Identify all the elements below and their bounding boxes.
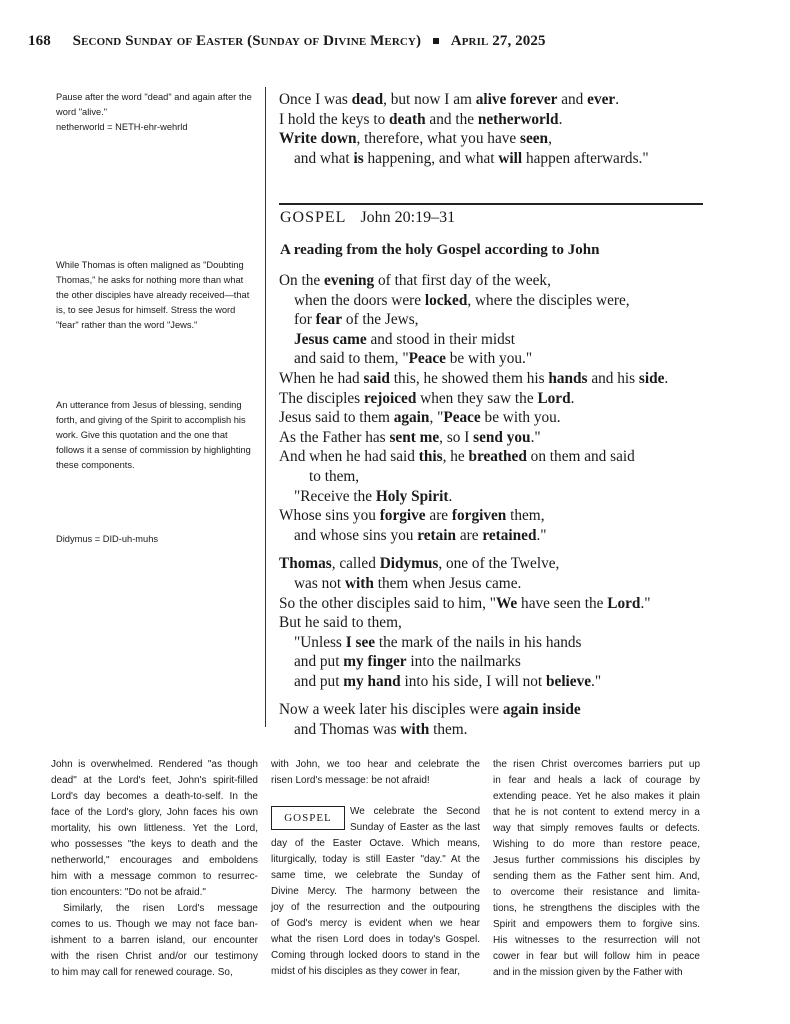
gospel-line: and put my hand into his side, I will not believe." <box>294 672 602 690</box>
section-rule <box>279 203 703 205</box>
commentary-line: day of the Easter Octave. Which means, <box>271 838 480 849</box>
commentary-line: extending peace. Yet he also makes it plain <box>493 791 700 802</box>
page-date: April 27, 2025 <box>450 33 546 49</box>
gospel-text <box>279 271 709 740</box>
gospel-intro: A reading from the holy Gospel according to John <box>280 242 600 258</box>
commentary-line: Spirit and empowers them to forgive sins. <box>493 919 700 930</box>
commentary-line: John is overwhelmed. Rendered "as though <box>51 759 258 770</box>
margin-note-thomas: While Thomas is often maligned as "Doubting Thomas," he asks for nothing more than what the other disciples have already received—that is, to see Jesus for himself. Stress the word "fear" rather than the word "Jews." <box>56 260 250 330</box>
page-title: Second Sunday of Easter (Sunday of Divine Mercy) <box>72 33 422 49</box>
commentary-box-lines <box>350 804 480 836</box>
commentary-line: in fear and heals a lack of courage by <box>493 775 700 786</box>
commentary-line: with the risen Christ and/or our testimony <box>51 951 258 962</box>
commentary-line: comes to us. Though we may not face ban- <box>51 919 258 930</box>
gospel-line: Now a week later his disciples were again inside <box>279 701 581 719</box>
running-header <box>28 33 546 50</box>
margin-note-didymus: Didymus = DID-uh-muhs <box>56 534 159 544</box>
commentary-column-1 <box>51 757 258 981</box>
gospel-line: "Receive the Holy Spirit. <box>294 487 453 505</box>
gospel-box-label: GOSPEL <box>271 806 345 830</box>
commentary-line: the risen Christ overcomes barriers put up <box>493 759 700 770</box>
commentary-line: tion encounters: "Do not be afraid." <box>51 887 206 898</box>
gospel-line: to them, <box>309 467 360 485</box>
separator-square-icon <box>433 38 439 44</box>
gospel-line: Whose sins you forgive are forgiven them, <box>279 507 545 525</box>
commentary-column-3 <box>493 757 700 981</box>
commentary-column-2-top <box>271 757 480 789</box>
commentary-line: what the risen Lord does in today's Gospel. <box>271 934 480 945</box>
commentary-line: midst of his disciples as they cower in fear, <box>271 966 460 977</box>
commentary-line: His witnesses to the resurrection will not <box>493 935 700 946</box>
reading-line: I hold the keys to death and the netherworld. <box>279 110 563 128</box>
reading-line: Write down, therefore, what you have seen, <box>279 130 552 148</box>
commentary-line: netherworld," encourages and emboldens <box>51 855 258 866</box>
commentary-line: tions, he strengthens the disciples with the <box>493 903 700 914</box>
gospel-line: and said to them, "Peace be with you." <box>294 350 533 368</box>
commentary-line: way that simply removes faults or defects. <box>493 823 700 834</box>
commentary-line: joy of the resurrection and the outpouring <box>271 902 480 913</box>
gospel-line: When he had said this, he showed them his hands and his side. <box>279 369 669 387</box>
commentary-line: to overcome their resistance and limita- <box>493 887 700 898</box>
page-number: 168 <box>28 33 51 49</box>
gospel-line: when the doors were locked, where the disciples were, <box>294 291 630 309</box>
gospel-line: As the Father has sent me, so I send you." <box>279 428 541 446</box>
column-divider <box>265 87 266 727</box>
commentary-line: same time, we celebrate the Sunday of <box>271 870 480 881</box>
reading-line: and what is happening, and what will happen afterwards." <box>294 149 649 167</box>
gospel-line: Thomas, called Didymus, one of the Twelve, <box>279 555 560 573</box>
commentary-line: sending them as the Father sent him. And, <box>493 871 700 882</box>
commentary-line: Wishing to do more than restore peace, <box>493 839 700 850</box>
commentary-column-2 <box>271 836 480 980</box>
gospel-line: So the other disciples said to him, "We have seen the Lord." <box>279 594 651 612</box>
commentary-line: Sunday of Easter as the last <box>350 822 480 833</box>
commentary-line: of God's mercy is evident when we hear <box>271 918 480 929</box>
gospel-citation: John 20:19–31 <box>360 209 456 226</box>
commentary-line: risen Lord's message: be not afraid! <box>271 775 430 786</box>
commentary-line: We celebrate the Second <box>350 806 480 817</box>
commentary-line: Similarly, the risen Lord's message <box>63 903 258 914</box>
commentary-line: dead" at the Lord's feet, John's spirit-filled <box>51 775 258 786</box>
commentary-line: to him may call for renewed courage. So, <box>51 967 233 978</box>
gospel-line: But he said to them, <box>279 614 402 632</box>
commentary-line: liturgically, today is still Easter "day." At the <box>271 854 480 865</box>
gospel-line: for fear of the Jews, <box>294 311 419 329</box>
commentary-line: Jesus further commissions his disciples by <box>493 855 700 866</box>
margin-note-utterance: An utterance from Jesus of blessing, sending forth, and giving of the Spirit to accomplish his work. Give this quotation and the one that follows it a sense of commission by highlighting these components. <box>56 400 251 470</box>
commentary-line: that he is not content to extend mercy in a <box>493 807 700 818</box>
commentary-line: him with a message common to resurrec- <box>51 871 258 882</box>
gospel-line: and put my finger into the nailmarks <box>294 653 521 671</box>
commentary-line: with John, we too hear and celebrate the <box>271 759 480 770</box>
margin-note-pause: Pause after the word "dead" and again after the word "alive." netherworld = NETH-ehr-wehrld <box>56 92 252 132</box>
reading-line: Once I was dead, but now I am alive forever and ever. <box>279 91 620 108</box>
gospel-line: was not with them when Jesus came. <box>294 574 522 592</box>
commentary-line: face of the Lord's glory, John faces his own <box>51 807 258 818</box>
gospel-line: and whose sins you retain are retained." <box>294 526 547 544</box>
gospel-line: Jesus came and stood in their midst <box>294 330 515 348</box>
gospel-line: The disciples rejoiced when they saw the Lord. <box>279 389 575 407</box>
gospel-line: and Thomas was with them. <box>294 721 468 739</box>
gospel-line: On the evening of that first day of the week, <box>279 272 551 289</box>
commentary-line: ishment to a barren island, our encounter <box>51 935 258 946</box>
commentary-line: cower in fear but will follow him in peace <box>493 951 700 962</box>
commentary-line: and in the mission given by the Father with <box>493 967 683 978</box>
gospel-line: And when he had said this, he breathed on them and said <box>279 448 635 466</box>
commentary-line: Lord's day becomes a death-to-self. In the <box>51 791 258 802</box>
reading-end <box>279 90 709 168</box>
gospel-label: GOSPEL <box>280 209 347 226</box>
commentary-line: Coming through locked doors to stand in the <box>271 950 480 961</box>
commentary-line: who possesses "the keys to death and the <box>51 839 258 850</box>
gospel-line: Jesus said to them again, "Peace be with you. <box>279 409 561 427</box>
gospel-line: "Unless I see the mark of the nails in his hands <box>294 633 582 651</box>
gospel-heading <box>280 209 455 227</box>
commentary-line: Divine Mercy. The harmony between the <box>271 886 480 897</box>
commentary-line: mortality, his own littleness. Yet the Lord, <box>51 823 258 834</box>
